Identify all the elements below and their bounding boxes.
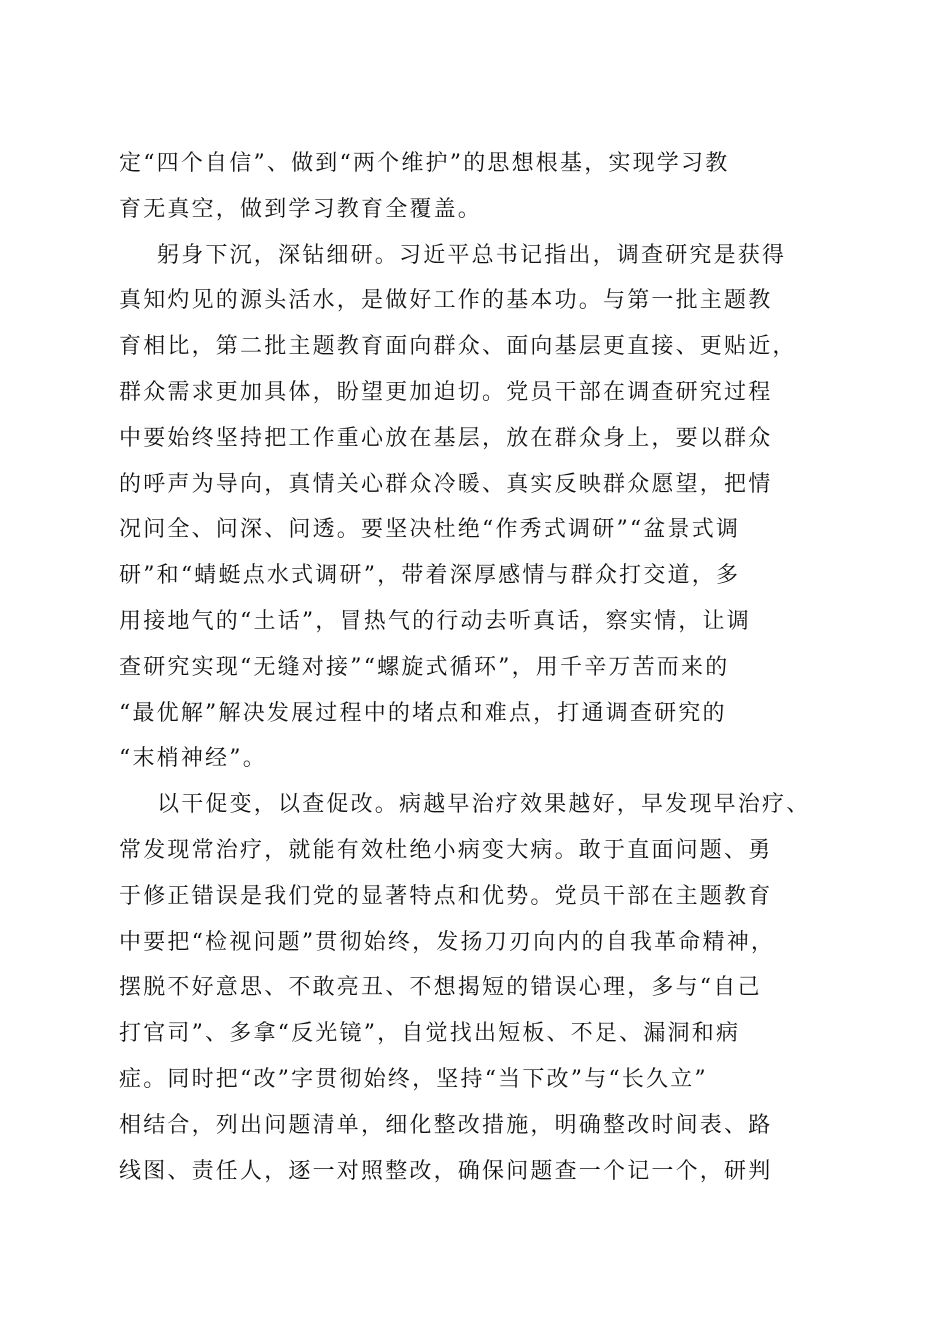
paragraph-3 [119,782,831,1194]
text-line: 中要把“检视问题”贯彻始终，发扬刀刃向内的自我革命精神， [119,929,776,955]
text-line: 打官司”、多拿“反光镜”，自觉找出短板、不足、漏洞和病 [119,1021,741,1047]
paragraph-2 [119,233,831,783]
text-line: “末梢神经”。 [119,746,267,772]
text-line: 常发现常治疗，就能有效杜绝小病变大病。敢于直面问题、勇 [119,837,773,863]
text-line: 相结合，列出问题清单，细化整改措施，明确整改时间表、路 [119,1112,773,1138]
text-line: “最优解”解决发展过程中的堵点和难点，打通调查研究的 [119,700,727,726]
text-line: 于修正错误是我们党的显著特点和优势。党员干部在主题教育 [119,883,773,909]
text-line: 群众需求更加具体，盼望更加迫切。党员干部在调查研究过程 [119,379,773,405]
text-line: 用接地气的“土话”，冒热气的行动去听真话，察实情，让调 [119,608,751,634]
text-line: 育无真空，做到学习教育全覆盖。 [119,196,483,222]
text-line: 查研究实现“无缝对接”“螺旋式循环”，用千辛万苦而来的 [119,654,730,680]
paragraph-1 [119,141,831,233]
text-line: 况问全、问深、问透。要坚决杜绝“作秀式调研”“盆景式调 [119,517,741,543]
text-line: 躬身下沉，深钻细研。习近平总书记指出，调查研究是获得 [157,242,787,268]
text-line: 育相比，第二批主题教育面向群众、面向基层更直接、更贴近， [119,334,797,360]
text-line: 定“四个自信”、做到“两个维护”的思想根基，实现学习教 [119,151,730,176]
text-line: 的呼声为导向，真情关心群众冷暖、真实反映群众愿望，把情 [119,471,773,497]
text-line: 研”和“蜻蜓点水式调研”，带着深厚感情与群众打交道，多 [119,563,741,589]
text-line: 线图、责任人，逐一对照整改，确保问题查一个记一个，研判 [119,1158,773,1184]
text-line: 症。同时把“改”字贯彻始终，坚持“当下改”与“长久立” [119,1066,708,1092]
text-line: 真知灼见的源头活水，是做好工作的基本功。与第一批主题教 [119,288,773,314]
text-line: 摆脱不好意思、不敢亮丑、不想揭短的错误心理，多与“自己 [119,975,762,1001]
text-line: 中要始终坚持把工作重心放在基层，放在群众身上，要以群众 [119,425,773,451]
text-line: 以干促变，以查促改。病越早治疗效果越好，早发现早治疗、 [157,792,811,818]
body-text [119,141,831,1194]
